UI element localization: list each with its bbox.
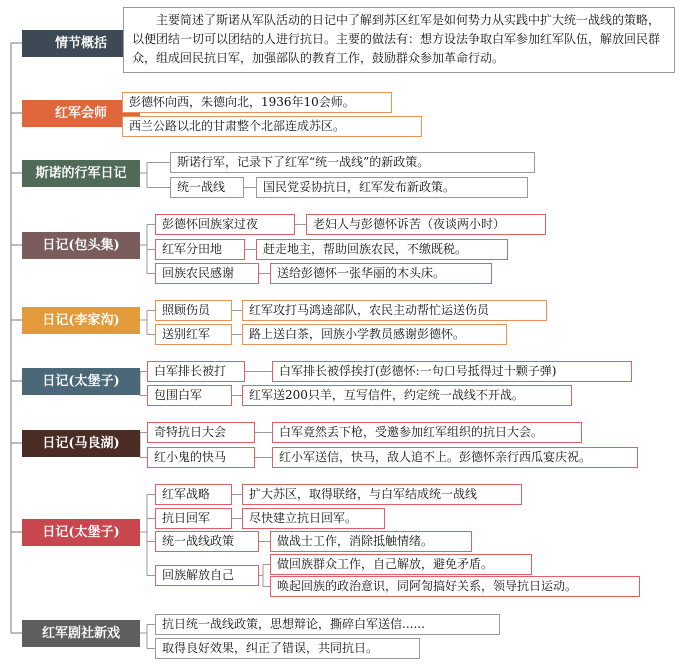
topic-detail: 做战士工作，消除抵触情绪。 <box>270 531 472 552</box>
category-node: 日记(李家沟) <box>22 307 140 334</box>
topic-label: 送别红军 <box>155 324 232 345</box>
topic-detail: 白军排长被俘挨打(彭德怀:一句口号抵得过十颗子弹) <box>272 361 632 382</box>
category-node: 日记(太堡子) <box>22 519 140 546</box>
topic-detail: 白军竟然丢下枪，受邀参加红军组织的抗日大会。 <box>272 422 582 443</box>
category-node: 日记(太堡子) <box>22 368 140 395</box>
topic-detail: 路上送白茶，回族小学教员感谢彭德怀。 <box>242 324 507 345</box>
topic-label: 红小鬼的快马 <box>147 447 255 468</box>
category-node: 斯诺的行军日记 <box>22 160 140 187</box>
summary-text: 主要简述了斯诺从军队活动的日记中了解到苏区红军是如何势力从实践中扩大统一战线的策略，以便团结一切可以团结的人进行抗日。主要的做法有：想方设法争取白军参加红军队伍，解放回民群众，组成回民抗日军，加强部队的教育工作，鼓励群众参加革命行动。 <box>123 7 675 73</box>
topic-label: 回族解放自己 <box>155 565 259 586</box>
topic-label: 统一战线 <box>170 177 244 198</box>
topic-detail: 国民党妥协抗日，红军发布新政策。 <box>256 177 528 198</box>
topic-label: 抗日回军 <box>155 508 232 529</box>
topic-label: 彭德怀回族家过夜 <box>155 214 295 235</box>
topic-label: 回族农民感谢 <box>155 263 259 284</box>
topic-label: 奇特抗日大会 <box>147 422 255 443</box>
category-node: 红军会师 <box>22 100 140 127</box>
topic-detail: 赶走地主，帮助回族农民，不缴既税。 <box>256 239 508 260</box>
topic-detail: 老妇人与彭德怀诉苦（夜谈两小时） <box>306 214 546 235</box>
topic-detail: 尽快建立抗日回军。 <box>242 508 385 529</box>
topic-label: 照顾伤员 <box>155 300 232 321</box>
category-node: 情节概括 <box>22 30 140 57</box>
topic-detail: 唤起回族的政治意识，同阿訇搞好关系，领导抗日运动。 <box>270 576 640 597</box>
topic-detail: 斯诺行军，记录下了红军“统一战线”的新政策。 <box>170 152 535 173</box>
topic-detail: 扩大苏区，取得联络，与白军结成统一战线 <box>242 484 522 505</box>
topic-detail: 做回族群众工作，自己解放，避免矛盾。 <box>270 554 532 575</box>
topic-detail: 红军攻打马鸿逵部队，农民主动帮忙运送伤员 <box>242 300 547 321</box>
topic-label: 统一战线政策 <box>155 531 259 552</box>
topic-detail: 送给彭德怀一张华丽的木头床。 <box>270 263 492 284</box>
topic-detail: 红军送200只羊，互写信件，约定统一战线不开战。 <box>242 385 572 406</box>
topic-detail: 红小军送信，快马，敌人追不上。彭德怀亲行西瓜宴庆祝。 <box>272 447 638 468</box>
topic-detail: 西兰公路以北的甘肃整个北部连成苏区。 <box>122 116 422 137</box>
topic-label: 红军分田地 <box>155 239 245 260</box>
category-node: 日记(包头集) <box>22 232 140 259</box>
topic-detail: 抗日统一战线政策，思想辩论，撕碎白军送信...... <box>155 614 500 635</box>
topic-label: 包围白军 <box>147 385 232 406</box>
topic-label: 白军排长被打 <box>147 361 245 382</box>
category-node: 日记(马良湖) <box>22 430 140 457</box>
category-node: 红军剧社新戏 <box>22 620 140 647</box>
topic-detail: 取得良好效果，纠正了错误，共同抗日。 <box>155 638 420 659</box>
topic-label: 红军战略 <box>155 484 232 505</box>
topic-detail: 彭德怀向西，朱德向北，1936年10会师。 <box>122 92 392 113</box>
